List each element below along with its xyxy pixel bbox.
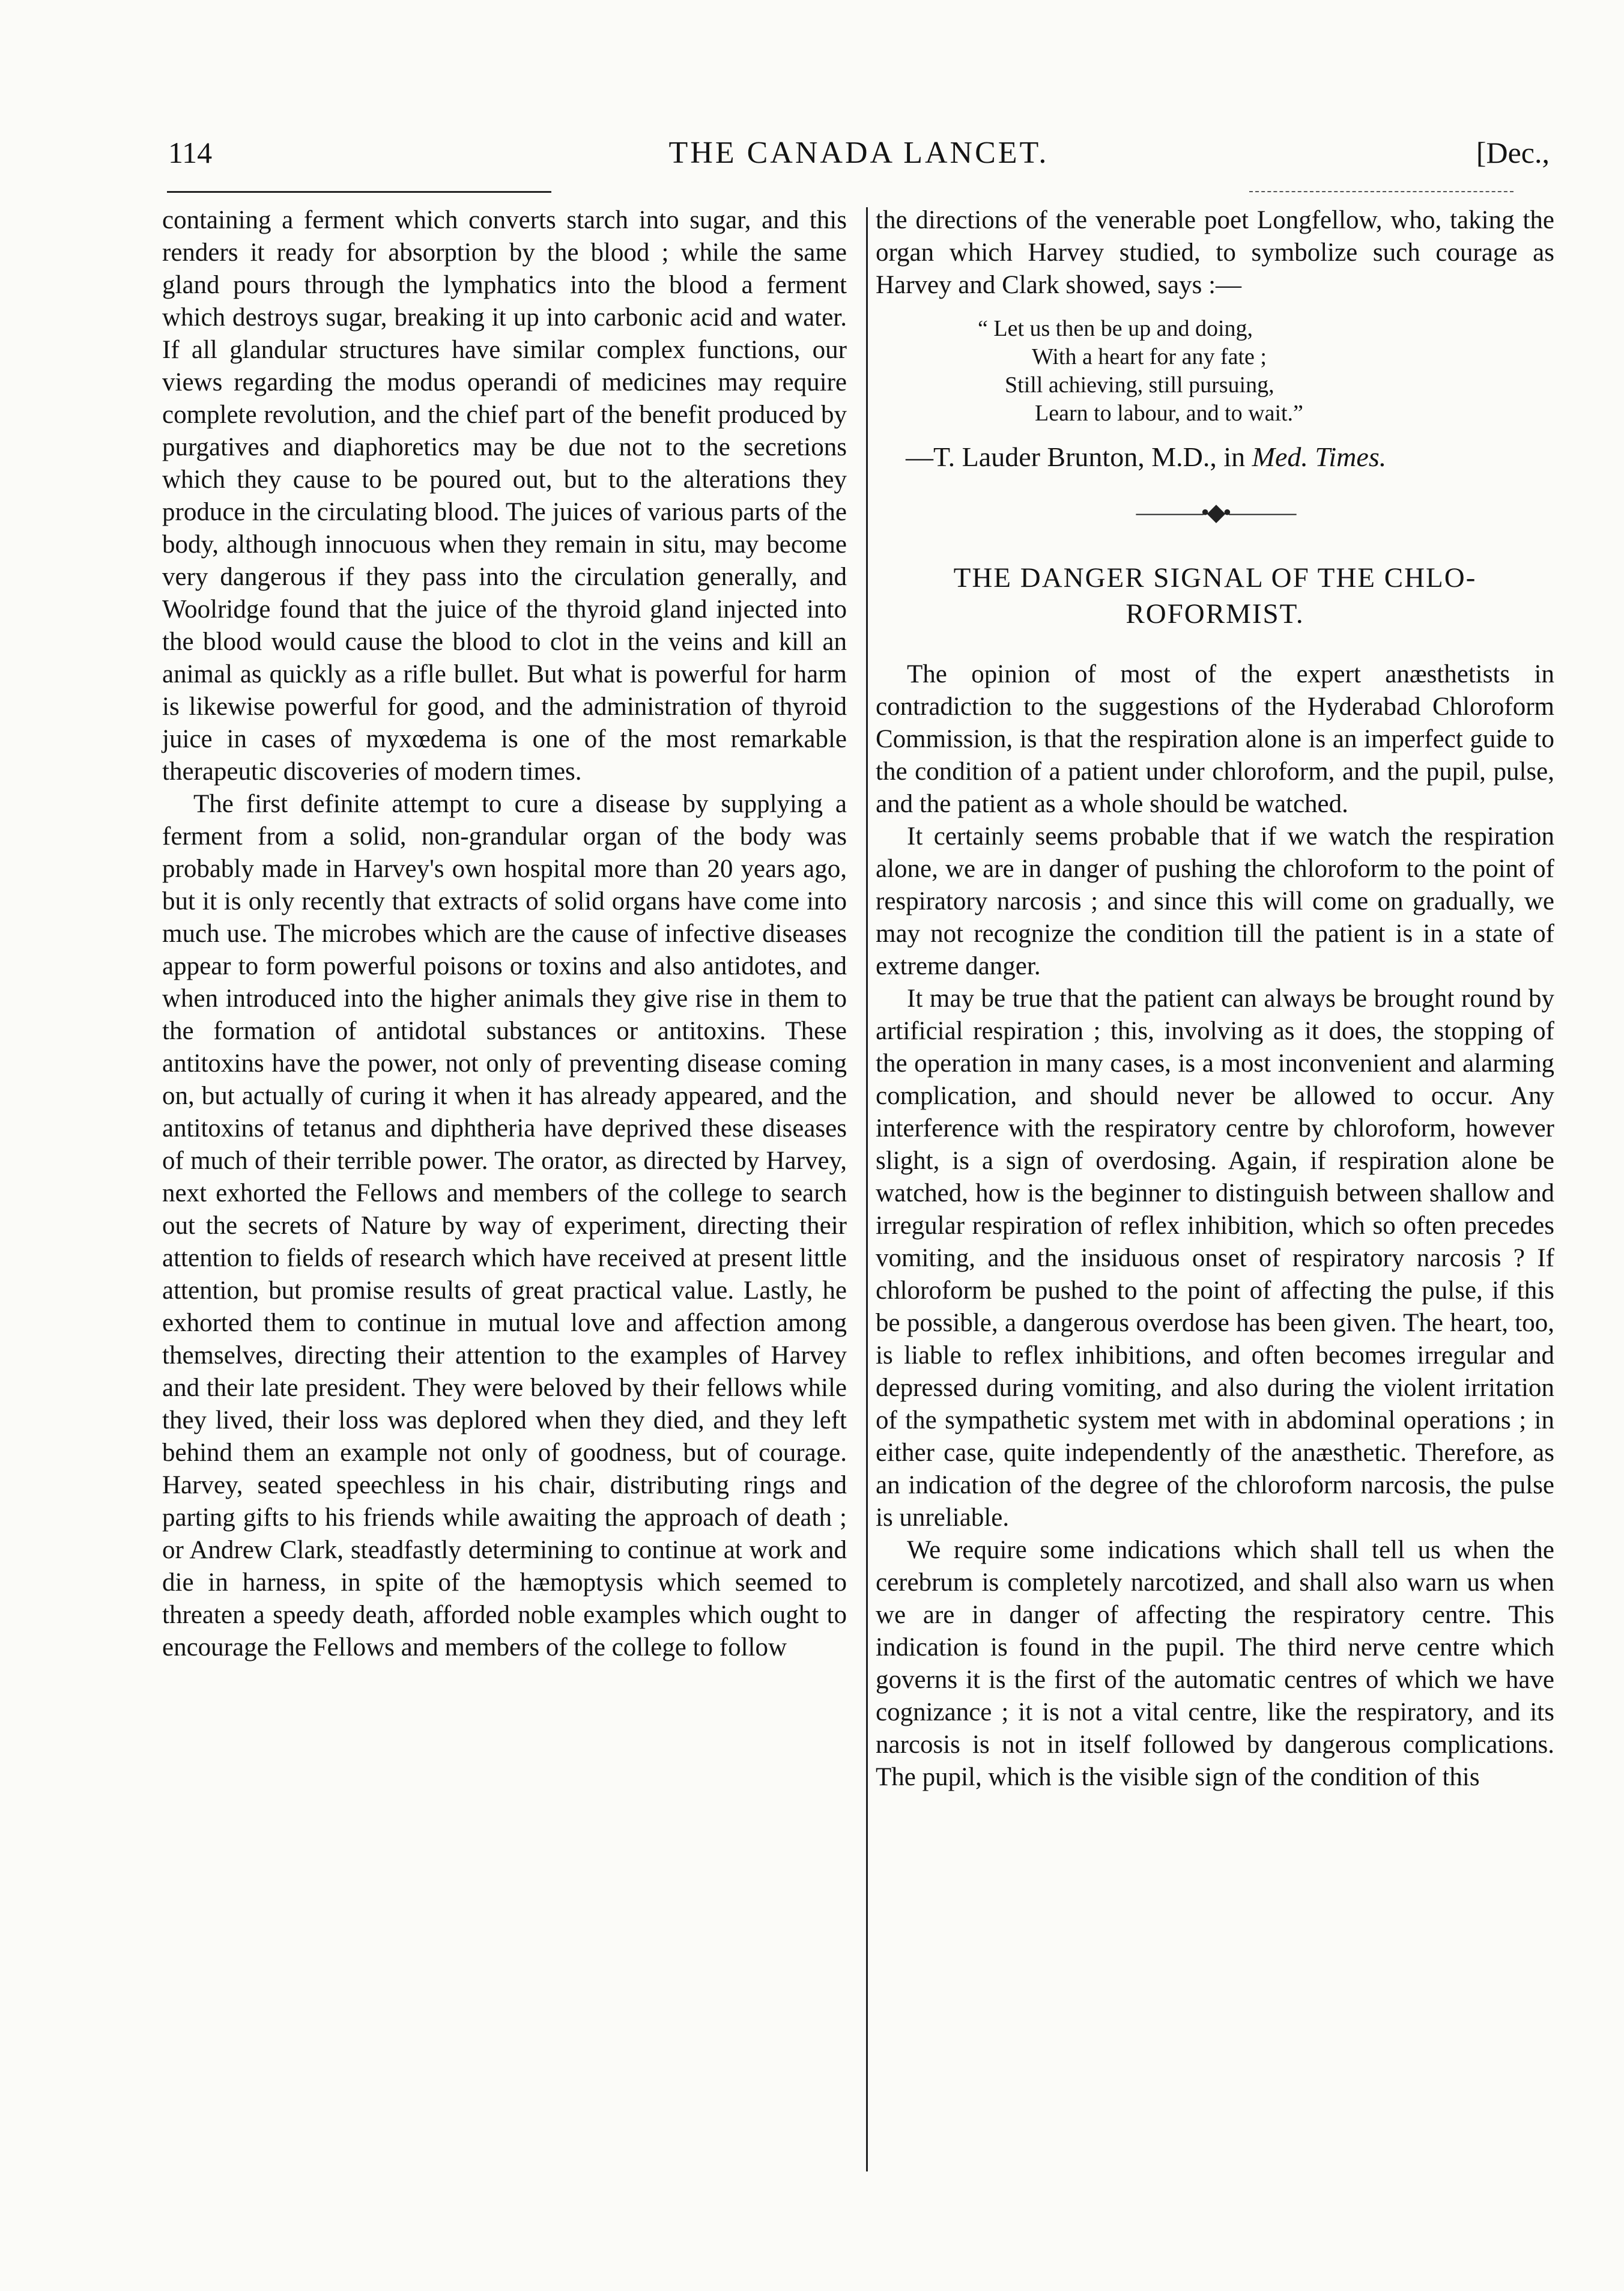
article-title-line: THE DANGER SIGNAL OF THE CHLO- [953, 562, 1477, 593]
left-column [162, 204, 847, 1664]
paragraph: The first definite attempt to cure a disease by supplying a ferment from a solid, non-grandular organ of the body was probably made in Harvey's own hospital more than 20 years ago, but it is only recently that extracts of solid organs have come into much use. The microbes which are the cause of infective diseases appear to form powerful poisons or toxins and also antidotes, and when introduced into the higher animals they give rise in them to the formation of antidotal substances or antitoxins. These antitoxins have the power, not only of preventing disease coming on, but actually of curing it when it has already appeared, and the antitoxins of tetanus and diphtheria have deprived these diseases of much of their terrible power. The orator, as directed by Harvey, next exhorted the Fellows and members of the college to search out the secrets of Nature by way of experiment, directing their attention to fields of research which have received at present little attention, but promise results of great practical value. Lastly, he exhorted them to continue in mutual love and affection among themselves, directing their attention to the examples of Harvey and their late president. They were beloved by their fellows while they lived, their loss was deplored when they died, and they left behind them an example not only of goodness, but of courage. Harvey, seated speechless in his chair, distributing rings and parting gifts to his friends while awaiting the approach of death ; or Andrew Clark, steadfastly determining to continue at work and die in harness, in spite of the hæmoptysis which seemed to threaten a speedy death, afforded noble examples which ought to encourage the Fellows and members of the college to follow [162, 790, 847, 1661]
poem-line: Learn to labour, and to wait.” [1035, 401, 1303, 426]
article-title-line: ROFORMIST. [1126, 598, 1304, 630]
poem-quote [876, 315, 1554, 428]
section-ornament: ———•◆•——— [1136, 499, 1294, 526]
attribution [906, 441, 1554, 473]
header-rule-dashed [1249, 191, 1513, 192]
page-number: 114 [168, 136, 213, 169]
paragraph: the directions of the venerable poet Longfellow, who, taking the organ which Harvey studied, to symbolize such courage as Harvey and Clark showed, says :— [876, 206, 1554, 299]
paragraph: The opinion of most of the expert anæsthetists in contradiction to the suggestions of the Hyderabad Chloroform Commission, is that the respiration alone is an imperfect guide to the condition of a patient under chloroform, and the pupil, pulse, and the patient as a whole should be watched. [876, 660, 1554, 818]
article-title [876, 560, 1554, 632]
poem-line: “ Let us then be up and doing, [978, 316, 1253, 341]
header-rule [167, 191, 551, 193]
paragraph: It certainly seems probable that if we watch the respiration alone, we are in danger of pushing the chloroform to the point of respiratory narcosis ; and since this will come on gradually, we may not recognize the condition till the patient is in a state of extreme danger. [876, 822, 1554, 980]
paragraph: containing a ferment which converts starch into sugar, and this renders it ready for absorption by the blood ; while the same gland pours through the lymphatics into the blood a ferment which destroys sugar, breaking it up into carbonic acid and water. If all glandular structures have similar complex functions, our views regarding the modus operandi of medicines may require complete revolution, and the chief part of the benefit produced by purgatives and diaphoretics may be due not to the secretions which they cause to be poured out, but to the alterations they produce in the circulating blood. The juices of various parts of the body, although innocuous when they remain in situ, may become very dangerous if they pass into the circulation generally, and Woolridge found that the juice of the thyroid gland injected into the blood would cause the blood to clot in the veins and kill an animal as quickly as a rifle bullet. But what is powerful for harm is likewise powerful for good, and the administration of thyroid juice in cases of myxœdema is one of the most remarkable therapeutic discoveries of modern times. [162, 206, 847, 786]
attribution-source: Med. Times. [1252, 442, 1387, 472]
running-header [168, 135, 1550, 183]
paragraph: It may be true that the patient can always be brought round by artificial respiration ; this, involving as it does, the stopping of the operation in many cases, is a most inconvenient and alarming complication, and should never be allowed to occur. Any interference with the respiratory centre by chloroform, however slight, is a sign of overdosing. Again, if respiration alone be watched, how is the beginner to distinguish between shallow and irregular respiration of reflex inhibition, which so often precedes vomiting, and the insiduous onset of respiratory narcosis ? If chloroform be pushed to the point of affecting the pulse, if this be possible, a dangerous overdose has been given. The heart, too, is liable to reflex inhibitions, and often becomes irregular and depressed during vomiting, and also during the violent irritation of the sympathetic system met with in abdominal operations ; in either case, quite independently of the anæsthetic. Therefore, as an indication of the degree of the chloroform narcosis, the pulse is unreliable. [876, 985, 1554, 1532]
poem-line: Still achieving, still pursuing, [1005, 372, 1274, 398]
journal-title: THE CANADA LANCET. [668, 136, 1049, 170]
poem-line: With a heart for any fate ; [1032, 344, 1267, 369]
paragraph: We require some indications which shall tell us when the cerebrum is completely narcotized, and shall also warn us when we are in danger of affecting the respiratory centre. This indication is found in the pupil. The third nerve centre which governs it is the first of the automatic centres of which we have cognizance ; it is not a vital centre, like the respiratory, and its narcosis is not in itself followed by dangerous complications. The pupil, which is the visible sign of the condition of this [876, 1536, 1554, 1791]
column-divider [866, 207, 868, 2171]
attribution-author: —T. Lauder Brunton, M.D., in [906, 442, 1252, 472]
issue-label: [Dec., [1476, 136, 1550, 169]
right-column [876, 204, 1554, 1794]
